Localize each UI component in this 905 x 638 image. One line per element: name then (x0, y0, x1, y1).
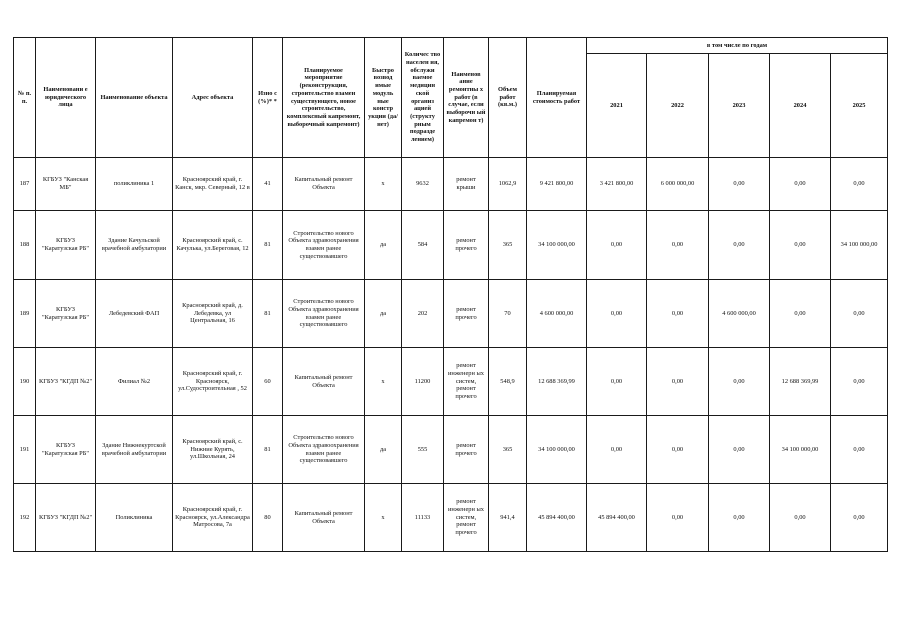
cell-modular: да (365, 280, 402, 348)
cell-year-2023: 0,00 (709, 211, 770, 280)
cell-wear: 41 (253, 158, 283, 211)
cell-year-2023: 0,00 (709, 484, 770, 552)
col-header-year-2025: 2025 (831, 54, 888, 158)
cell-year-2024: 34 100 000,00 (770, 416, 831, 484)
cell-cost: 34 100 000,00 (527, 211, 587, 280)
cell-measure: Строительство нового Объекта здравоохранения взамен ранее существовавшего (283, 416, 365, 484)
cell-wear: 81 (253, 416, 283, 484)
cell-population: 9632 (402, 158, 444, 211)
cell-modular: х (365, 348, 402, 416)
cell-year-2022: 0,00 (647, 416, 709, 484)
table-row (14, 211, 888, 280)
cell-measure: Строительство нового Объекта здравоохранения взамен ранее существовавшего (283, 280, 365, 348)
col-header-population: Количес тво населен ия, обслужи ваемое медицин ской организ ацией (структу рным подразде лением) (402, 38, 444, 158)
cell-entity: КГБУЗ "Каратузская РБ" (36, 416, 96, 484)
cell-population: 11133 (402, 484, 444, 552)
cell-measure: Капитальный ремонт Объекта (283, 348, 365, 416)
col-header-years-group: в том числе по годам (587, 38, 888, 54)
cell-year-2025: 34 100 000,00 (831, 211, 888, 280)
cell-address: Красноярский край, г. Красноярск, ул.Судостроительная , 52 (173, 348, 253, 416)
cell-year-2024: 0,00 (770, 211, 831, 280)
col-header-no: № п. п. (14, 38, 36, 158)
cell-cost: 9 421 800,00 (527, 158, 587, 211)
cell-no: 189 (14, 280, 36, 348)
cell-year-2021: 0,00 (587, 280, 647, 348)
cell-year-2023: 0,00 (709, 348, 770, 416)
cell-year-2023: 4 600 000,00 (709, 280, 770, 348)
cell-year-2023: 0,00 (709, 158, 770, 211)
cell-wear: 80 (253, 484, 283, 552)
cell-works: ремонт прочего (444, 416, 489, 484)
cell-object: Лебедевский ФАП (96, 280, 173, 348)
col-header-year-2023: 2023 (709, 54, 770, 158)
cell-object: Здание Нижнекуртской врачебной амбулатории (96, 416, 173, 484)
cell-year-2025: 0,00 (831, 416, 888, 484)
cell-year-2021: 0,00 (587, 348, 647, 416)
table-row (14, 484, 888, 552)
col-header-works: Наименов ание ремонтны х работ (в случае, если выборочн ый капремон т) (444, 38, 489, 158)
cell-entity: КГБУЗ "КГДП №2" (36, 348, 96, 416)
cell-population: 202 (402, 280, 444, 348)
cell-wear: 60 (253, 348, 283, 416)
cell-year-2022: 0,00 (647, 211, 709, 280)
table-row (14, 416, 888, 484)
cell-wear: 81 (253, 280, 283, 348)
cell-modular: да (365, 211, 402, 280)
cell-works: ремонт крыши (444, 158, 489, 211)
cell-year-2022: 6 000 000,00 (647, 158, 709, 211)
cell-volume: 365 (489, 211, 527, 280)
cell-wear: 81 (253, 211, 283, 280)
cell-year-2022: 0,00 (647, 280, 709, 348)
cell-entity: КГБУЗ "Каратузская РБ" (36, 280, 96, 348)
cell-population: 11200 (402, 348, 444, 416)
col-header-volume: Объем работ (кв.м.) (489, 38, 527, 158)
cell-measure: Капитальный ремонт Объекта (283, 158, 365, 211)
cell-works: ремонт инженерн ых систем, ремонт прочего (444, 348, 489, 416)
cell-modular: х (365, 484, 402, 552)
cell-cost: 45 894 400,00 (527, 484, 587, 552)
cell-year-2021: 3 421 800,00 (587, 158, 647, 211)
cell-object: Поликлиника (96, 484, 173, 552)
col-header-year-2021: 2021 (587, 54, 647, 158)
cell-year-2024: 12 688 369,99 (770, 348, 831, 416)
cell-object: поликлиника 1 (96, 158, 173, 211)
cell-cost: 4 600 000,00 (527, 280, 587, 348)
header-row-top (14, 38, 888, 54)
cell-entity: КГБУЗ "Канская МБ" (36, 158, 96, 211)
cell-volume: 1062,9 (489, 158, 527, 211)
cell-cost: 34 100 000,00 (527, 416, 587, 484)
cell-no: 190 (14, 348, 36, 416)
cell-entity: КГБУЗ "КГДП №2" (36, 484, 96, 552)
cell-population: 555 (402, 416, 444, 484)
cell-no: 192 (14, 484, 36, 552)
cell-year-2024: 0,00 (770, 484, 831, 552)
cell-no: 191 (14, 416, 36, 484)
cell-measure: Капитальный ремонт Объекта (283, 484, 365, 552)
cell-volume: 365 (489, 416, 527, 484)
cell-year-2022: 0,00 (647, 348, 709, 416)
cell-modular: х (365, 158, 402, 211)
cell-no: 187 (14, 158, 36, 211)
cell-measure: Строительство нового Объекта здравоохранения взамен ранее существовавшего (283, 211, 365, 280)
cell-population: 584 (402, 211, 444, 280)
cell-year-2025: 0,00 (831, 280, 888, 348)
cell-year-2022: 0,00 (647, 484, 709, 552)
objects-table (13, 37, 888, 552)
cell-year-2024: 0,00 (770, 158, 831, 211)
cell-entity: КГБУЗ "Каратузская РБ" (36, 211, 96, 280)
cell-year-2023: 0,00 (709, 416, 770, 484)
cell-year-2021: 0,00 (587, 416, 647, 484)
cell-address: Красноярский край, д. Лебедевка, ул Центральная, 16 (173, 280, 253, 348)
col-header-year-2024: 2024 (770, 54, 831, 158)
col-header-entity: Наименовани е юридического лица (36, 38, 96, 158)
cell-works: ремонт прочего (444, 280, 489, 348)
col-header-object: Наименование объекта (96, 38, 173, 158)
col-header-address: Адрес объекта (173, 38, 253, 158)
cell-address: Красноярский край, с. Качулька, ул.Береговая, 12 (173, 211, 253, 280)
cell-year-2024: 0,00 (770, 280, 831, 348)
cell-year-2025: 0,00 (831, 484, 888, 552)
table-row (14, 158, 888, 211)
table-row (14, 348, 888, 416)
cell-address: Красноярский край, г. Канск, мкр. Северный, 12 в (173, 158, 253, 211)
cell-volume: 70 (489, 280, 527, 348)
cell-modular: да (365, 416, 402, 484)
cell-no: 188 (14, 211, 36, 280)
col-header-cost: Планируемая стоимость работ (527, 38, 587, 158)
col-header-year-2022: 2022 (647, 54, 709, 158)
cell-works: ремонт прочего (444, 211, 489, 280)
cell-year-2021: 45 894 400,00 (587, 484, 647, 552)
cell-volume: 941,4 (489, 484, 527, 552)
col-header-measure: Планируемое мероприятие (реконструкция, строительство взамен существующего, новое строительство, комплексный капремонт, выборочный капремонт) (283, 38, 365, 158)
cell-works: ремонт инженерн ых систем, ремонт прочего (444, 484, 489, 552)
col-header-modular: Быстро возвод имые модуль ные констр укции (да/нет) (365, 38, 402, 158)
col-header-wear: Изно с (%)* * (253, 38, 283, 158)
cell-address: Красноярский край, с. Нижние Курять, ул.Школьная, 24 (173, 416, 253, 484)
cell-year-2021: 0,00 (587, 211, 647, 280)
table-row (14, 280, 888, 348)
cell-year-2025: 0,00 (831, 158, 888, 211)
cell-year-2025: 0,00 (831, 348, 888, 416)
cell-volume: 548,9 (489, 348, 527, 416)
cell-object: Здание Качульской врачебной амбулатории (96, 211, 173, 280)
cell-object: Филиал №2 (96, 348, 173, 416)
cell-cost: 12 688 369,99 (527, 348, 587, 416)
cell-address: Красноярский край, г. Красноярск, ул.Александра Матросова, 7а (173, 484, 253, 552)
